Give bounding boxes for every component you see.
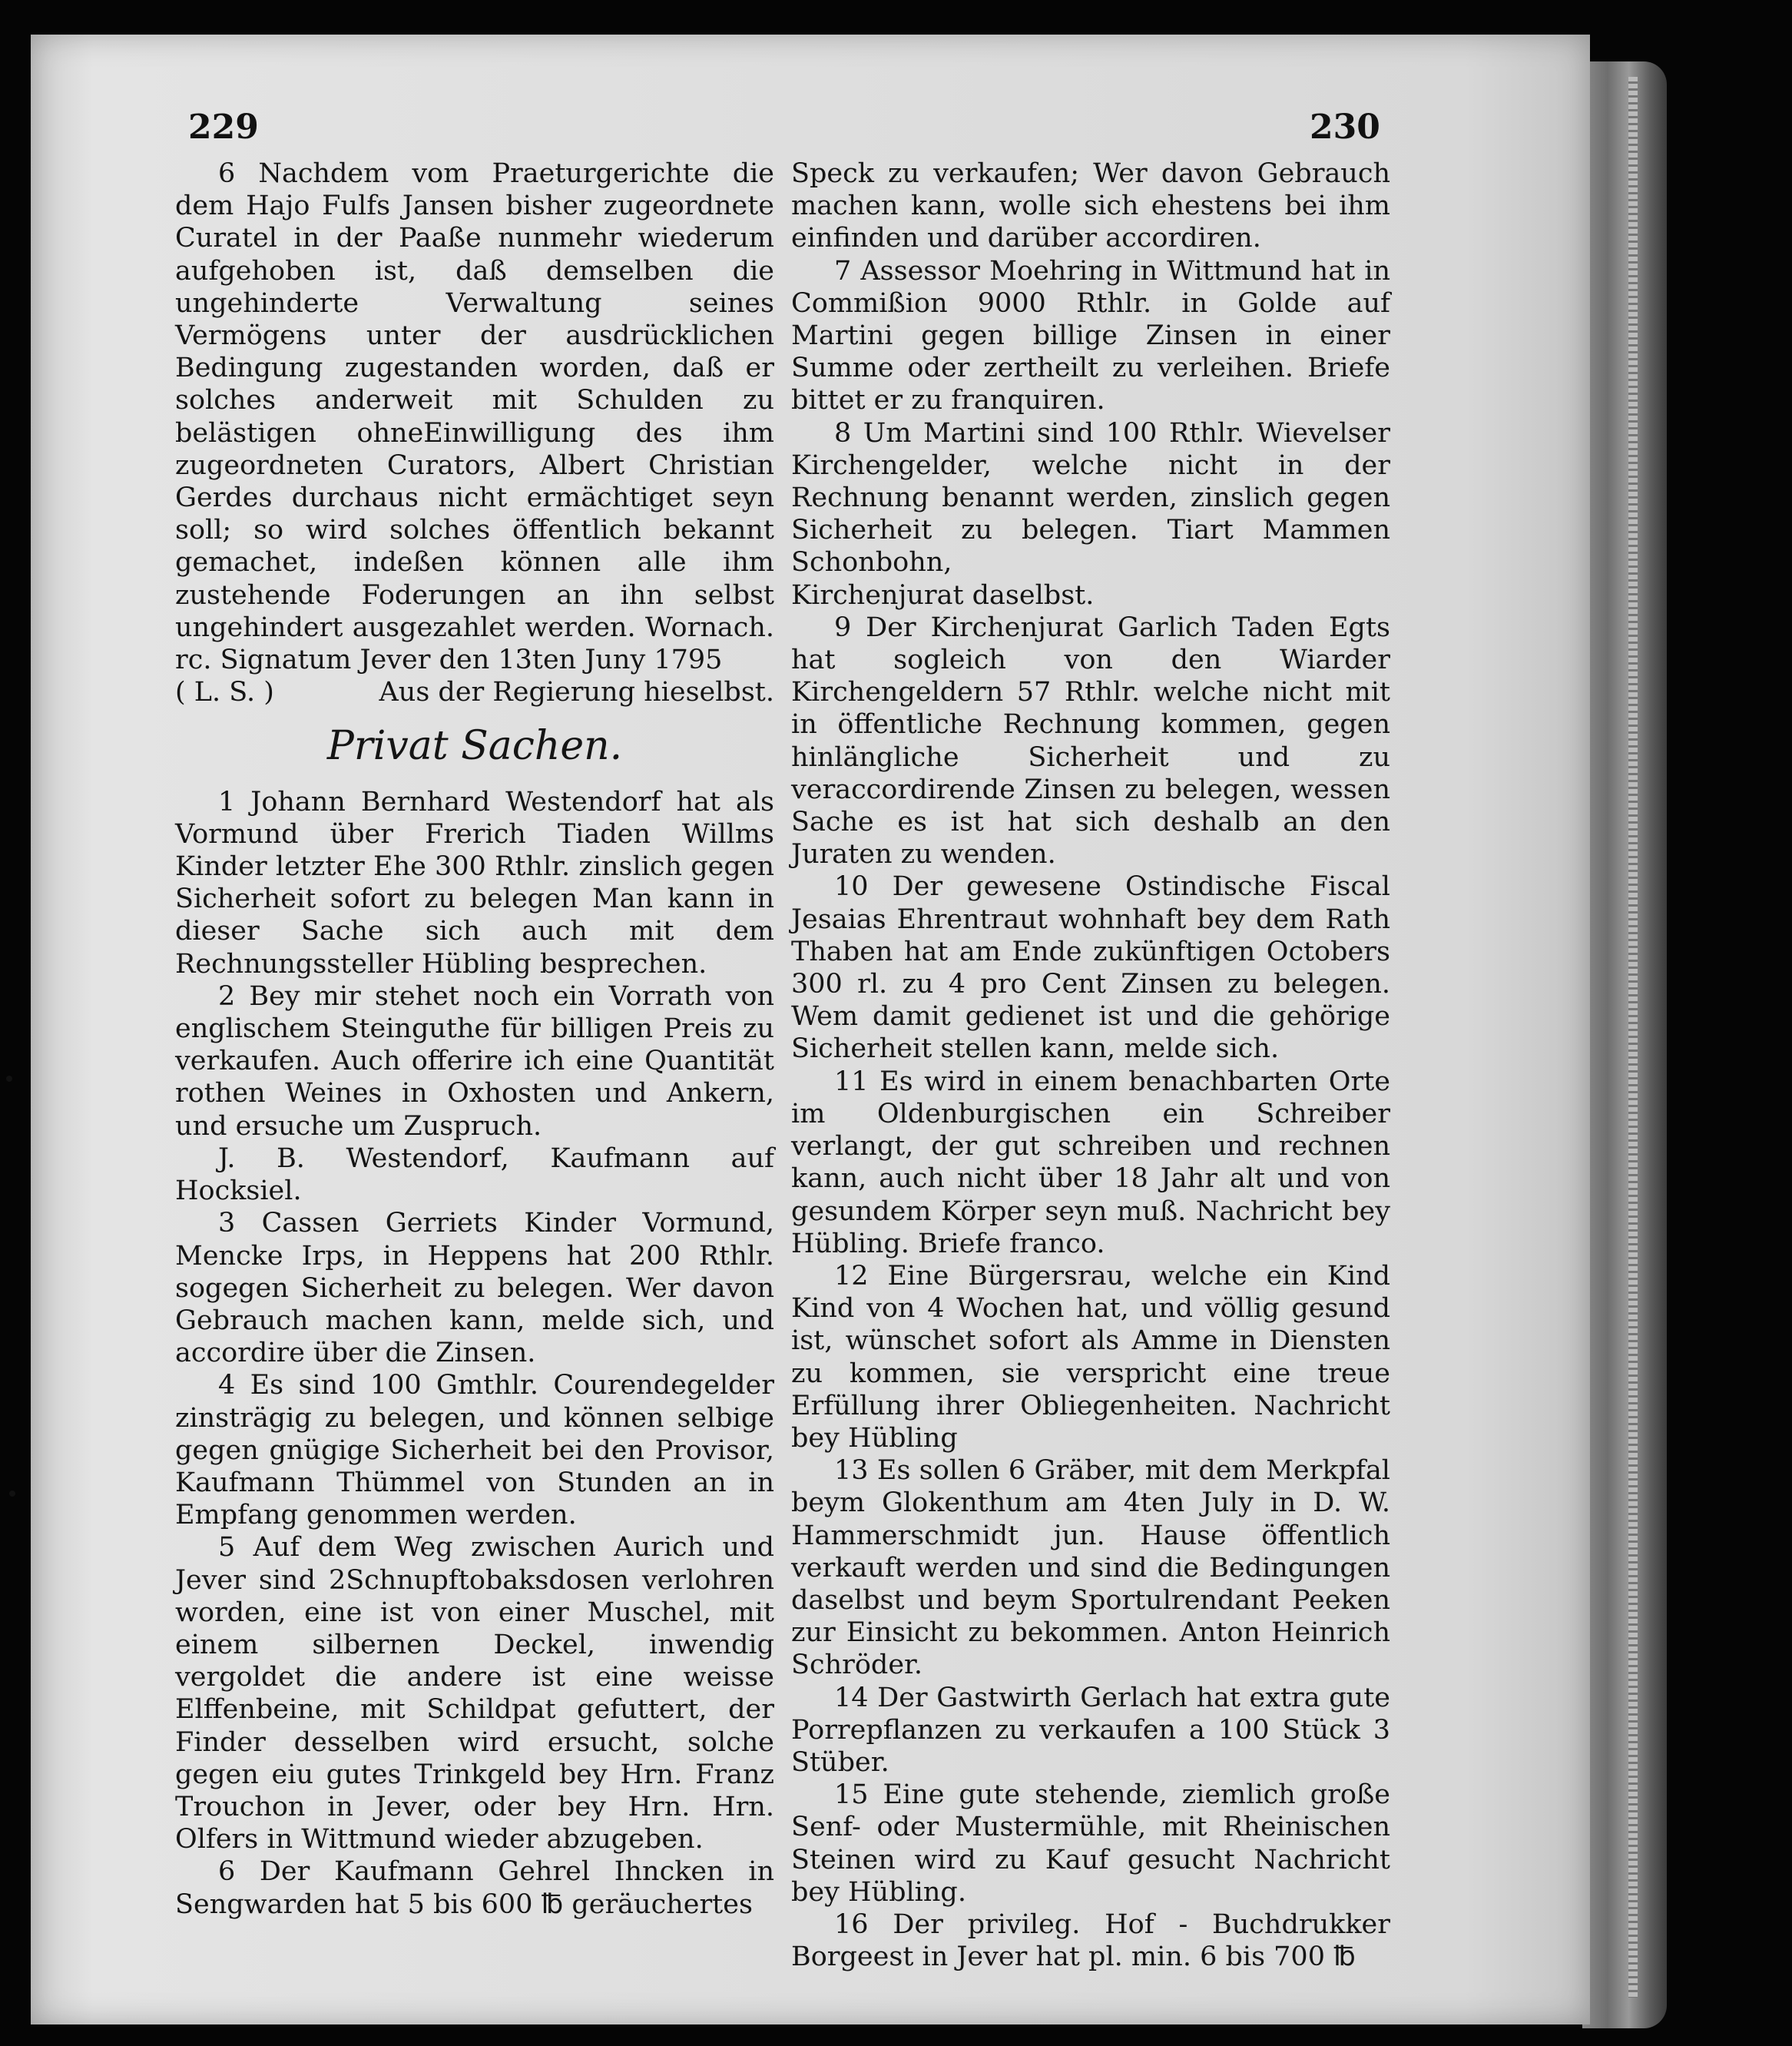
- notice-paragraph: 10 Der gewesene Ostindische Fiscal Jesaias Ehrentraut wohnhaft bey dem Rath Thaben hat am Ende zukünftigen Octobers 300 rl. zu 4 pro Cent Zinsen zu belegen. Wem damit gedienet ist und die gehörige Sicherheit stellen kann, melde sich.: [791, 871, 1390, 1065]
- left-column: [175, 158, 774, 1921]
- notice-paragraph: 7 Assessor Moehring in Wittmund hat in Commißion 9000 Rthlr. in Golde auf Martini gegen billige Zinsen in einer Summe oder zertheilt zu verleihen. Briefe bittet er zu franquiren.: [791, 255, 1390, 416]
- seal-mark: ( L. S. ): [175, 677, 274, 708]
- notice-paragraph: 14 Der Gastwirth Gerlach hat extra gute Porrepflanzen zu verkaufen a 100 Stück 3 Stüber.: [791, 1682, 1390, 1778]
- notice-paragraph: 3 Cassen Gerriets Kinder Vormund, Mencke Irps, in Heppens hat 200 Rthlr. sogegen Sicherheit zu belegen. Wer davon Gebrauch machen kann, melde sich, und accordire über die Zinsen.: [175, 1208, 774, 1369]
- notice-paragraph: 16 Der privileg. Hof - Buchdrukker Borgeest in Jever hat pl. min. 6 bis 700 ℔: [791, 1908, 1390, 1973]
- section-title: Privat Sachen.: [326, 723, 623, 770]
- notice-paragraph: 2 Bey mir stehet noch ein Vorrath von englischem Steinguthe für billigen Preis zu verkaufen. Auch offerire ich eine Quantität rothen Weines in Oxhosten und Ankern, und ersuche um Zuspruch.: [175, 980, 774, 1142]
- notice-paragraph: 4 Es sind 100 Gmthlr. Courendegelder zinsträgig zu belegen, und können selbige gegen gnügige Sicherheit bei den Provisor, Kaufmann Thümmel von Stunden an in Empfang genommen werden.: [175, 1370, 774, 1531]
- book-spine: [1582, 61, 1667, 2028]
- notice-paragraph: 9 Der Kirchenjurat Garlich Taden Egts hat sogleich von den Wiarder Kirchengeldern 57 Rthlr. welche nicht mit in öffentliche Rechnung kommen, gegen hinlängliche Sicherheit und zu veraccordirende Zinsen zu belegen, wessen Sache es ist hat sich deshalb an den Juraten zu wenden.: [791, 612, 1390, 870]
- notice-paragraph: 6 Nachdem vom Praeturgerichte die dem Hajo Fulfs Jansen bisher zugeordnete Curatel in der Paaße nunmehr wiederum aufgehoben ist, daß demselben die ungehinderte Verwaltung seines Vermögens unter der ausdrücklichen Bedingung zugestanden worden, daß er solches anderweit mit Schulden zu belästigen ohneEinwilligung des ihm zugeordneten Curators, Albert Christian Gerdes durchaus nicht ermächtiget seyn soll; so wird solches öffentlich bekannt gemachet, indeßen können alle ihm zustehende Foderungen an ihn selbst ungehindert ausgezahlet werden. Wornach. rc. Signatum Jever den 13ten Juny 1795: [175, 158, 774, 676]
- page-edges: [1628, 77, 1638, 1998]
- notice-paragraph: 11 Es wird in einem benachbarten Orte im Oldenburgischen ein Schreiber verlangt, der gut schreiben und rechnen kann, auch nicht über 18 Jahr alt und von gesundem Körper seyn muß. Nachricht bey Hübling. Briefe franco.: [791, 1066, 1390, 1259]
- right-column: [791, 158, 1390, 1973]
- notice-signature: Kirchenjurat daselbst.: [791, 579, 1095, 611]
- notice-paragraph: 6 Der Kaufmann Gehrel Ihncken in Sengwarden hat 5 bis 600 ℔ geräuchertes: [175, 1856, 774, 1920]
- margin-mark: [6, 1076, 12, 1082]
- page-number-right: 230: [1310, 108, 1380, 147]
- notice-signature: J. B. Westendorf, Kaufmann auf Hocksiel.: [175, 1142, 774, 1207]
- notice-paragraph: 13 Es sollen 6 Gräber, mit dem Merkpfal beym Glokenthum am 4ten July in D. W. Hammerschmidt jun. Hause öffentlich verkauft werden und sind die Bedingungen daselbst und beym Sportulrendant Peeken zur Einsicht zu bekommen. Anton Heinrich Schröder.: [791, 1455, 1390, 1681]
- margin-mark: [9, 1491, 15, 1497]
- notice-paragraph: 1 Johann Bernhard Westendorf hat als Vormund über Frerich Tiaden Willms Kinder letzter Ehe 300 Rthlr. zinslich gegen Sicherheit sofort zu belegen Man kann in dieser Sache sich auch mit dem Rechnungssteller Hübling besprechen.: [175, 786, 774, 980]
- signature-line: [175, 676, 774, 708]
- notice-paragraph: Speck zu verkaufen; Wer davon Gebrauch machen kann, wolle sich ehestens bei ihm einfinden und darüber accordiren.: [791, 158, 1390, 254]
- notice-paragraph: 15 Eine gute stehende, ziemlich große Senf- oder Mustermühle, mit Rheinischen Steinen wird zu Kauf gesucht Nachricht bey Hübling.: [791, 1779, 1390, 1908]
- page-number-left: 229: [188, 108, 259, 147]
- notice-paragraph: 12 Eine Bürgersrau, welche ein Kind Kind von 4 Wochen hat, und völlig gesund ist, wünschet sofort als Amme in Diensten zu kommen, sie verspricht eine treue Erfüllung ihrer Obliegenheiten. Nachricht bey Hübling: [791, 1260, 1390, 1454]
- issuing-authority: Aus der Regierung hieselbst.: [379, 677, 774, 708]
- notice-paragraph: 8 Um Martini sind 100 Rthlr. Wievelser Kirchengelder, welche nicht in der Rechnung benannt werden, zinslich gegen Sicherheit zu belegen. Tiart Mammen Schonbohn,: [791, 417, 1390, 579]
- notice-paragraph: 5 Auf dem Weg zwischen Aurich und Jever sind 2Schnupftobaksdosen verlohren worden, eine ist von einer Muschel, mit einem silbernen Deckel, inwendig vergoldet die andere ist eine weisse Elffenbeine, mit Schildpat gefuttert, der Finder desselben wird ersucht, solche gegen eiu gutes Trinkgeld bey Hrn. Franz Trouchon in Jever, oder bey Hrn. Hrn. Olfers in Wittmund wieder abzugeben.: [175, 1532, 774, 1855]
